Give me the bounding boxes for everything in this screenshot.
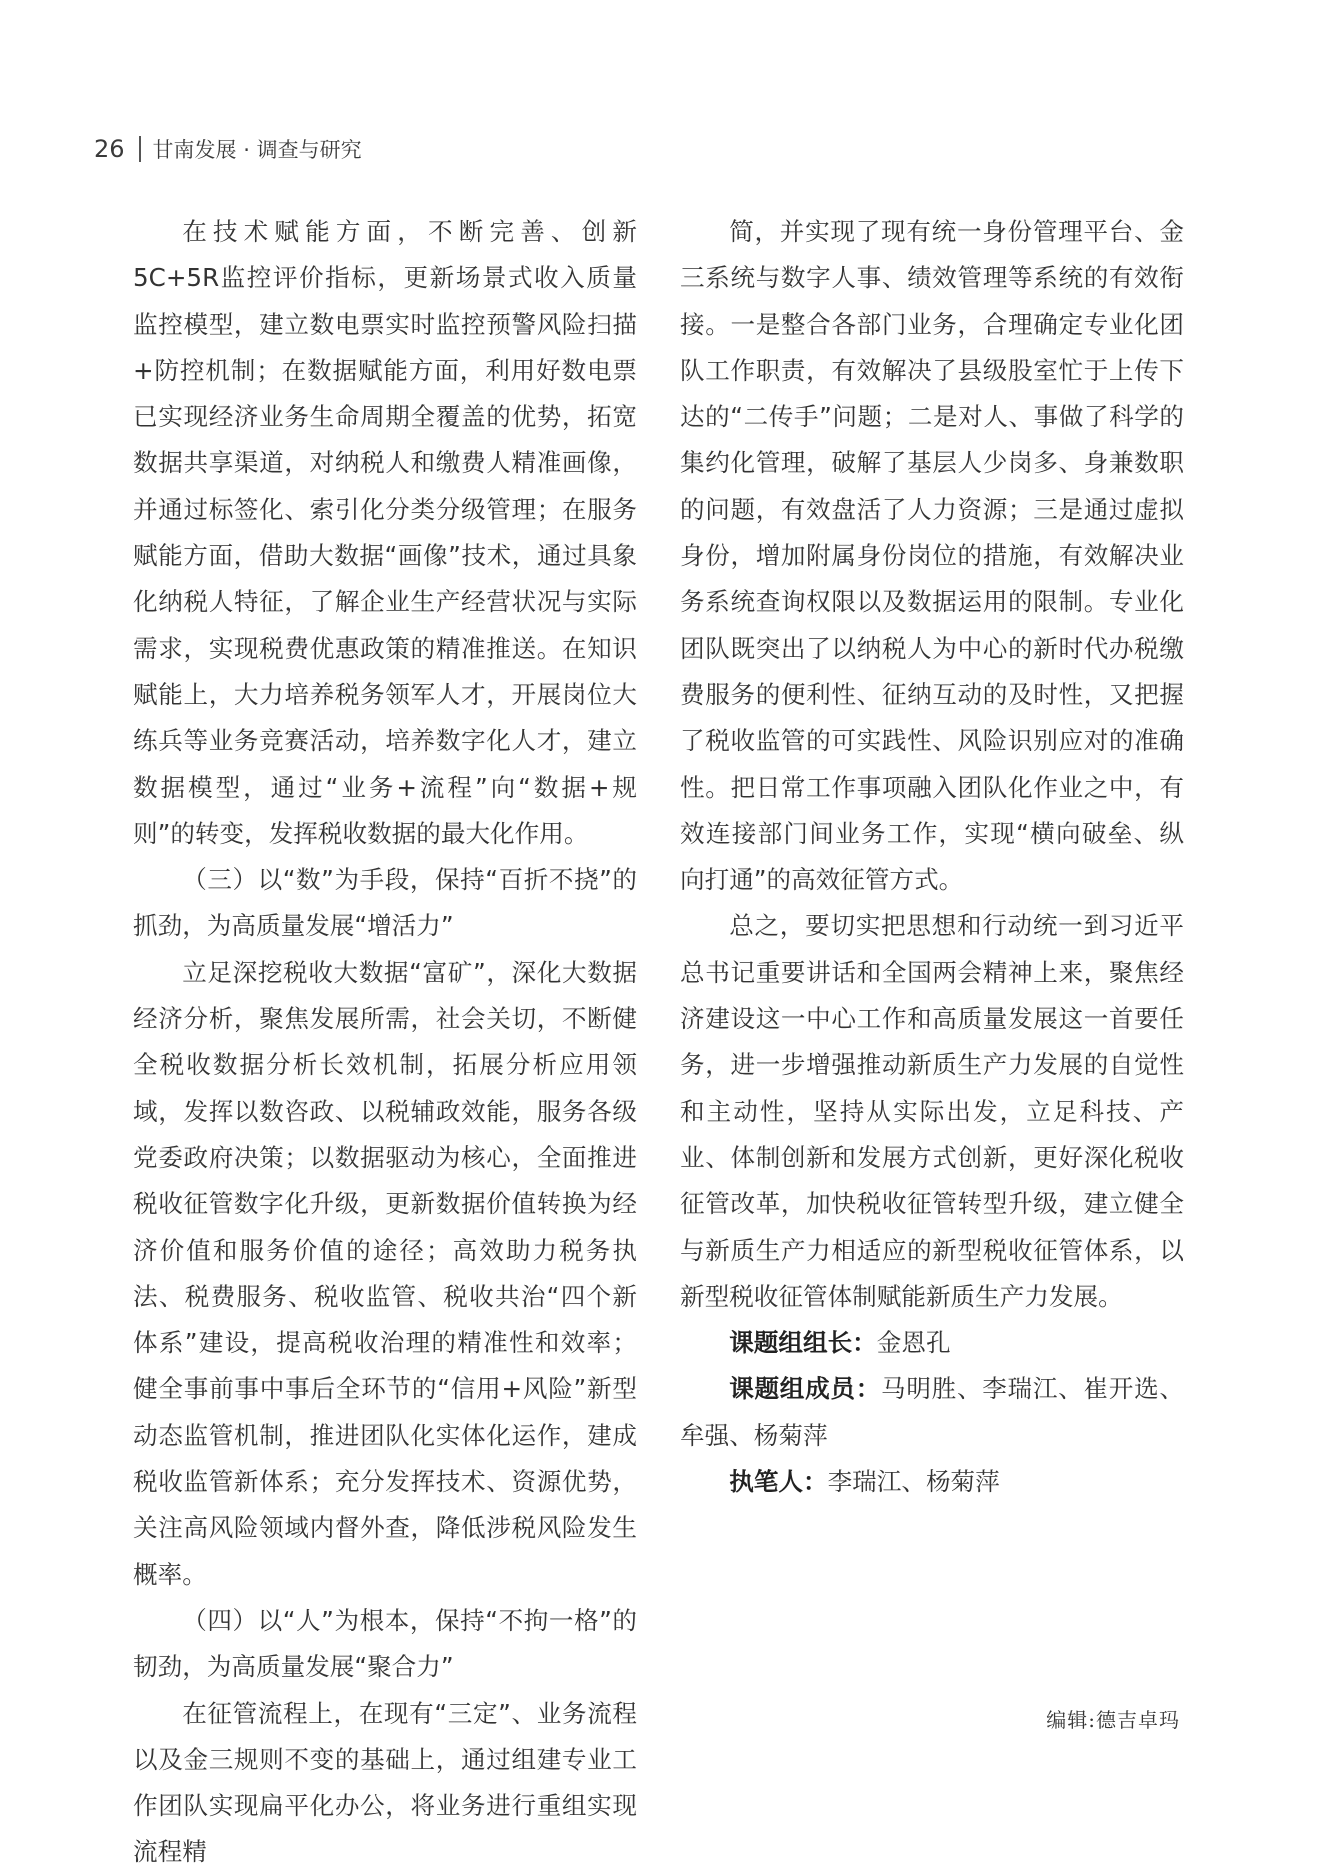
paragraph: 立足深挖税收大数据“富矿”，深化大数据经济分析，聚焦发展所需，社会关切，不断健全税收数据分析长效机制，拓展分析应用领域，发挥以数咨政、以税辅政效能，服务各级党委政府决策；以数据驱动为核心，全面推进税收征管数字化升级，更新数据价值转换为经济价值和服务价值的途径；高效助力税务执法、税费服务、税收监管、税收共治“四个新体系”建设，提高税收治理的精准性和效率；健全事前事中事后全环节的“信用+风险”新型动态监管机制，推进团队化实体化运作，建成税收监管新体系；充分发挥技术、资源优势，关注高风险领域内督外查，降低涉税风险发生概率。	[133, 957, 637, 1589]
credit-members-names: 马明胜、李瑞江、崔开选、牟强、杨菊萍	[680, 1374, 1184, 1450]
right-column	[680, 209, 1184, 1505]
credit-writer-names: 李瑞江、杨菊萍	[827, 1467, 1000, 1497]
journal-title: 甘南发展 · 调查与研究	[152, 138, 362, 162]
left-column	[133, 209, 637, 1876]
credit-writer	[680, 1459, 1184, 1505]
paragraph: 总之，要切实把思想和行动统一到习近平总书记重要讲话和全国两会精神上来，聚焦经济建设这一中心工作和高质量发展这一首要任务，进一步增强推动新质生产力发展的自觉性和主动性，坚持从实际出发，立足科技、产业、体制创新和发展方式创新，更好深化税收征管改革，加快税收征管转型升级，建立健全与新质生产力相适应的新型税收征管体系，以新型税收征管体制赋能新质生产力发展。	[680, 911, 1184, 1311]
credit-leader-name: 金恩孔	[876, 1328, 951, 1358]
header-divider	[139, 136, 141, 162]
section-heading-3: （三）以“数”为手段，保持“百折不挠”的抓劲，为高质量发展“增活力”	[133, 865, 637, 941]
paragraph: 简，并实现了现有统一身份管理平台、金三系统与数字人事、绩效管理等系统的有效衔接。一是整合各部门业务，合理确定专业化团队工作职责，有效解决了县级股室忙于上传下达的“二传手”问题；二是对人、事做了科学的集约化管理，破解了基层人少岗多、身兼数职的问题，有效盘活了人力资源；三是通过虚拟身份，增加附属身份岗位的措施，有效解决业务系统查询权限以及数据运用的限制。专业化团队既突出了以纳税人为中心的新时代办税缴费服务的便利性、征纳互动的及时性，又把握了税收监管的可实践性、风险识别应对的准确性。把日常工作事项融入团队化作业之中，有效连接部门间业务工作，实现“横向破垒、纵向打通”的高效征管方式。	[680, 217, 1184, 895]
credit-members-label: 课题组成员：	[729, 1374, 882, 1404]
page-header	[94, 134, 362, 164]
credit-leader	[680, 1320, 1184, 1366]
credit-members	[680, 1366, 1184, 1459]
page-number: 26	[94, 135, 125, 163]
editor-credit: 编辑:德吉卓玛	[1046, 1708, 1180, 1732]
paragraph: 在技术赋能方面，不断完善、创新5C+5R监控评价指标，更新场景式收入质量监控模型，建立数电票实时监控预警风险扫描+防控机制；在数据赋能方面，利用好数电票已实现经济业务生命周期全覆盖的优势，拓宽数据共享渠道，对纳税人和缴费人精准画像，并通过标签化、索引化分类分级管理；在服务赋能方面，借助大数据“画像”技术，通过具象化纳税人特征，了解企业生产经营状况与实际需求，实现税费优惠政策的精准推送。在知识赋能上，大力培养税务领军人才，开展岗位大练兵等业务竞赛活动，培养数字化人才，建立数据模型，通过“业务+流程”向“数据+规则”的转变，发挥税收数据的最大化作用。	[133, 217, 637, 848]
credit-leader-label: 课题组组长：	[729, 1328, 877, 1358]
paragraph: 在征管流程上，在现有“三定”、业务流程以及金三规则不变的基础上，通过组建专业工作团队实现扁平化办公，将业务进行重组实现流程精	[133, 1698, 637, 1867]
credit-writer-label: 执笔人：	[729, 1467, 828, 1497]
section-heading-4: （四）以“人”为根本，保持“不拘一格”的韧劲，为高质量发展“聚合力”	[133, 1605, 637, 1682]
